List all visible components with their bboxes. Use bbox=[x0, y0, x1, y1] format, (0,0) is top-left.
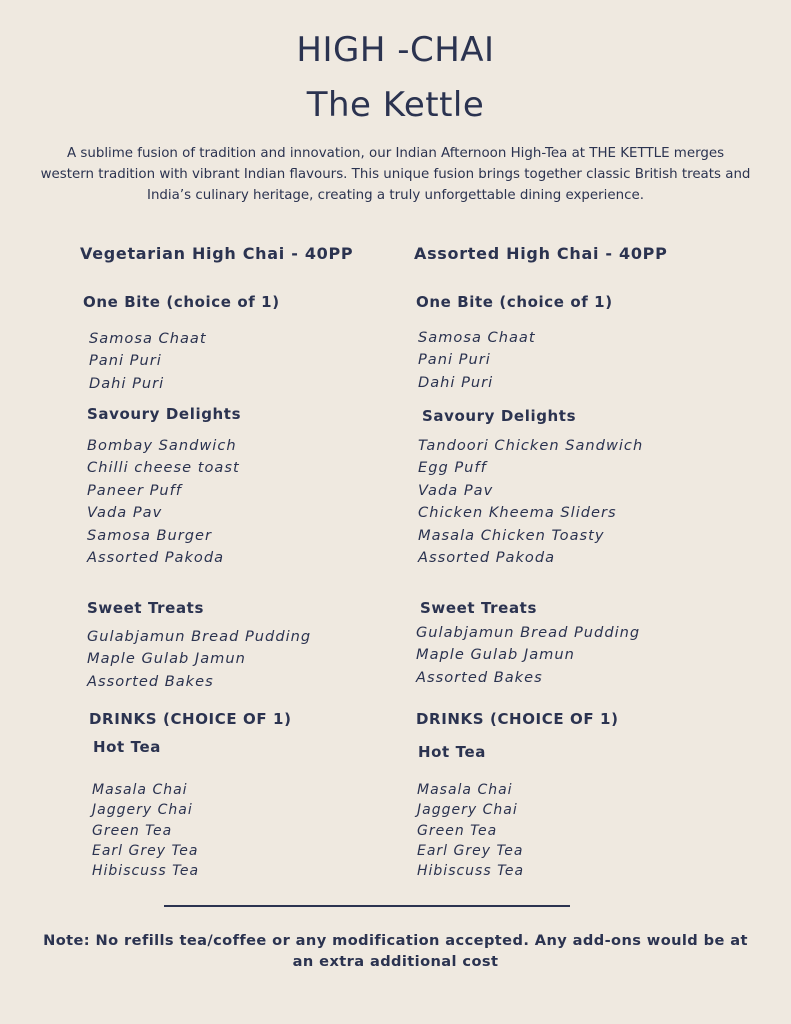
list-item: Chicken Kheema Sliders bbox=[418, 504, 617, 522]
list-item: Assorted Pakoda bbox=[87, 549, 225, 567]
one-bite-heading: One Bite (choice of 1) bbox=[416, 293, 613, 311]
list-item: Assorted Pakoda bbox=[418, 549, 556, 567]
list-item: Gulabjamun Bread Pudding bbox=[416, 624, 641, 641]
list-item: Hibiscuss Tea bbox=[92, 863, 200, 880]
list-item: Samosa Burger bbox=[87, 526, 213, 544]
sweet-treats-heading: Sweet Treats bbox=[420, 599, 537, 617]
list-item: Maple Gulab Jamun bbox=[416, 646, 575, 664]
hot-tea-subheading: Hot Tea bbox=[418, 743, 486, 761]
sweet-treats-list bbox=[416, 622, 640, 689]
venue-title: The Kettle bbox=[306, 85, 485, 125]
savoury-list bbox=[418, 435, 643, 569]
list-item: Jaggery Chai bbox=[92, 802, 193, 819]
list-item: Jaggery Chai bbox=[417, 802, 518, 819]
sweet-treats-list bbox=[87, 626, 311, 693]
list-item: Tandoori Chicken Sandwich bbox=[418, 437, 644, 454]
menu-title: Vegetarian High Chai - 40PP bbox=[80, 244, 354, 263]
list-item: Bombay Sandwich bbox=[87, 437, 237, 454]
list-item: Pani Puri bbox=[89, 352, 162, 370]
footer-note: Note: No refills tea/coffee or any modification accepted. Any add-ons would be at an extra additional cost bbox=[43, 932, 748, 970]
list-item: Assorted Bakes bbox=[87, 672, 214, 690]
divider-line bbox=[164, 905, 570, 907]
list-item: Pani Puri bbox=[418, 351, 491, 369]
intro-paragraph: A sublime fusion of tradition and innovation, our Indian Afternoon High-Tea at THE KETTLE merges western tradition with vibrant Indian flavours. This unique fusion brings together classic British treats and India’s culinary heritage, creating a truly unforgettable dining experience. bbox=[40, 146, 751, 203]
list-item: Dahi Puri bbox=[89, 374, 165, 392]
list-item: Chilli cheese toast bbox=[87, 459, 240, 477]
drinks-heading: DRINKS (CHOICE OF 1) bbox=[416, 710, 619, 728]
page-title: HIGH -CHAI bbox=[296, 30, 495, 70]
list-item: Masala Chai bbox=[92, 782, 188, 798]
hot-tea-subheading: Hot Tea bbox=[93, 738, 161, 756]
list-item: Masala Chicken Toasty bbox=[418, 526, 605, 544]
list-item: Hibiscuss Tea bbox=[417, 863, 525, 880]
one-bite-heading: One Bite (choice of 1) bbox=[83, 293, 280, 311]
drinks-heading: DRINKS (CHOICE OF 1) bbox=[89, 710, 292, 728]
tea-list bbox=[417, 780, 524, 881]
list-item: Earl Grey Tea bbox=[417, 842, 524, 859]
one-bite-list bbox=[89, 328, 207, 395]
list-item: Egg Puff bbox=[418, 459, 487, 477]
list-item: Vada Pav bbox=[87, 504, 163, 522]
sweet-treats-heading: Sweet Treats bbox=[87, 599, 204, 617]
list-item: Maple Gulab Jamun bbox=[87, 650, 246, 668]
list-item: Earl Grey Tea bbox=[92, 842, 199, 859]
menu-title: Assorted High Chai - 40PP bbox=[414, 244, 668, 263]
list-item: Green Tea bbox=[417, 822, 498, 839]
list-item: Dahi Puri bbox=[418, 373, 494, 391]
list-item: Gulabjamun Bread Pudding bbox=[87, 628, 312, 645]
savoury-heading: Savoury Delights bbox=[87, 405, 242, 423]
one-bite-list bbox=[418, 327, 536, 394]
list-item: Paneer Puff bbox=[87, 481, 182, 499]
list-item: Samosa Chaat bbox=[418, 329, 536, 346]
list-item: Samosa Chaat bbox=[89, 330, 207, 347]
list-item: Green Tea bbox=[92, 822, 173, 839]
savoury-list bbox=[87, 435, 240, 569]
list-item: Assorted Bakes bbox=[416, 668, 543, 686]
list-item: Vada Pav bbox=[418, 481, 494, 499]
list-item: Masala Chai bbox=[417, 782, 513, 798]
savoury-heading: Savoury Delights bbox=[422, 407, 577, 425]
tea-list bbox=[92, 780, 199, 881]
